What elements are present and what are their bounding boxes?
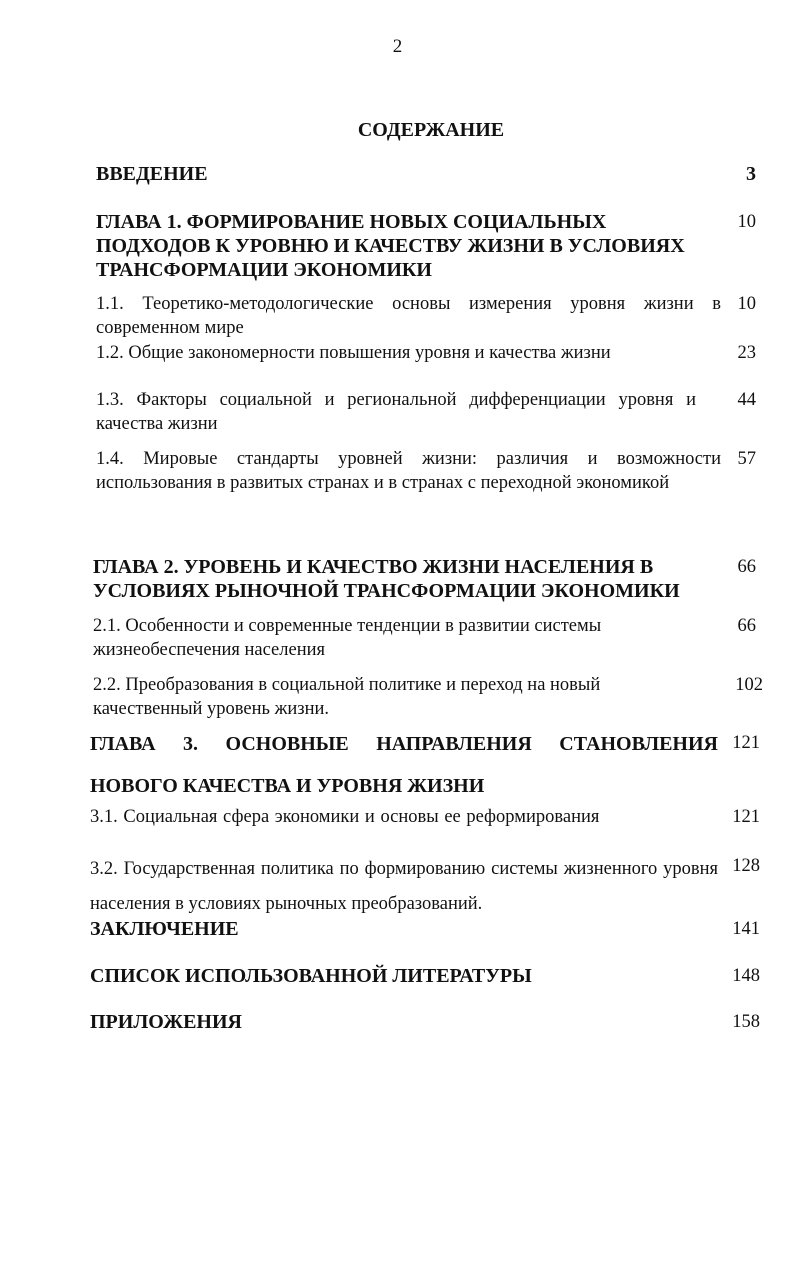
toc-entry-text: СПИСОК ИСПОЛЬЗОВАННОЙ ЛИТЕРАТУРЫ	[90, 965, 532, 987]
toc-entry-text: 1.4. Мировые стандарты уровней жизни: различия и возможности использования в развитых странах и в странах с переходной экономикой	[96, 449, 721, 493]
toc-entry-page: 3	[746, 163, 756, 185]
toc-title: СОДЕРЖАНИЕ	[357, 119, 505, 141]
toc-entry-text: ЗАКЛЮЧЕНИЕ	[90, 918, 239, 940]
toc-entry-text: 2.2. Преобразования в социальной политике и переход на новый качественный уровень жизни.	[93, 675, 601, 719]
toc-entry-text: ВВЕДЕНИЕ	[96, 163, 208, 185]
toc-entry-text: 2.1. Особенности и современные тенденции в развитии системы жизнеобеспечения населения	[93, 616, 602, 660]
toc-entry-text: ГЛАВА 2. УРОВЕНЬ И КАЧЕСТВО ЖИЗНИ НАСЕЛЕНИЯ В УСЛОВИЯХ РЫНОЧНОЙ ТРАНСФОРМАЦИИ ЭКОНОМИКИ	[93, 556, 680, 602]
toc-entry-page: 141	[732, 919, 760, 939]
toc-entry-page: 121	[732, 807, 760, 827]
toc-entry-page: 102	[735, 675, 763, 695]
toc-entry-text: 3.1. Социальная сфера экономики и основы ее реформирования	[90, 807, 600, 827]
toc-entry-text: ГЛАВА 3. ОСНОВНЫЕ НАПРАВЛЕНИЯ СТАНОВЛЕНИЯ НОВОГО КАЧЕСТВА И УРОВНЯ ЖИЗНИ	[90, 733, 718, 797]
toc-entry-text: 1.3. Факторы социальной и региональной дифференциации уровня и качества жизни	[96, 390, 696, 434]
toc-entry-text: 1.1. Теоретико-методологические основы измерения уровня жизни в современном мире	[96, 294, 721, 338]
toc-entry-page: 66	[737, 557, 756, 577]
toc-entry-page: 121	[732, 733, 760, 753]
toc-entry-page: 10	[737, 212, 756, 232]
toc-entry-text: 1.2. Общие закономерности повышения уровня и качества жизни	[96, 343, 611, 363]
toc-entry-page: 23	[737, 343, 756, 363]
toc-entry-page: 148	[732, 966, 760, 986]
toc-entry-text: 3.2. Государственная политика по формированию системы жизненного уровня населения в условиях рыночных преобразований.	[90, 859, 718, 914]
toc-entry-page: 66	[737, 616, 756, 636]
toc-entry-page: 57	[737, 449, 756, 469]
page-number: 2	[392, 36, 403, 57]
toc-entry-page: 44	[737, 390, 756, 410]
toc-entry-text: ГЛАВА 1. ФОРМИРОВАНИЕ НОВЫХ СОЦИАЛЬНЫХ ПОДХОДОВ К УРОВНЮ И КАЧЕСТВУ ЖИЗНИ В УСЛОВИЯХ ТРАНСФОРМАЦИИ ЭКОНОМИКИ	[96, 211, 685, 281]
toc-entry-text: ПРИЛОЖЕНИЯ	[90, 1011, 242, 1033]
toc-entry-page: 10	[737, 294, 756, 314]
toc-entry-page: 128	[732, 856, 760, 876]
toc-entry-page: 158	[732, 1012, 760, 1032]
